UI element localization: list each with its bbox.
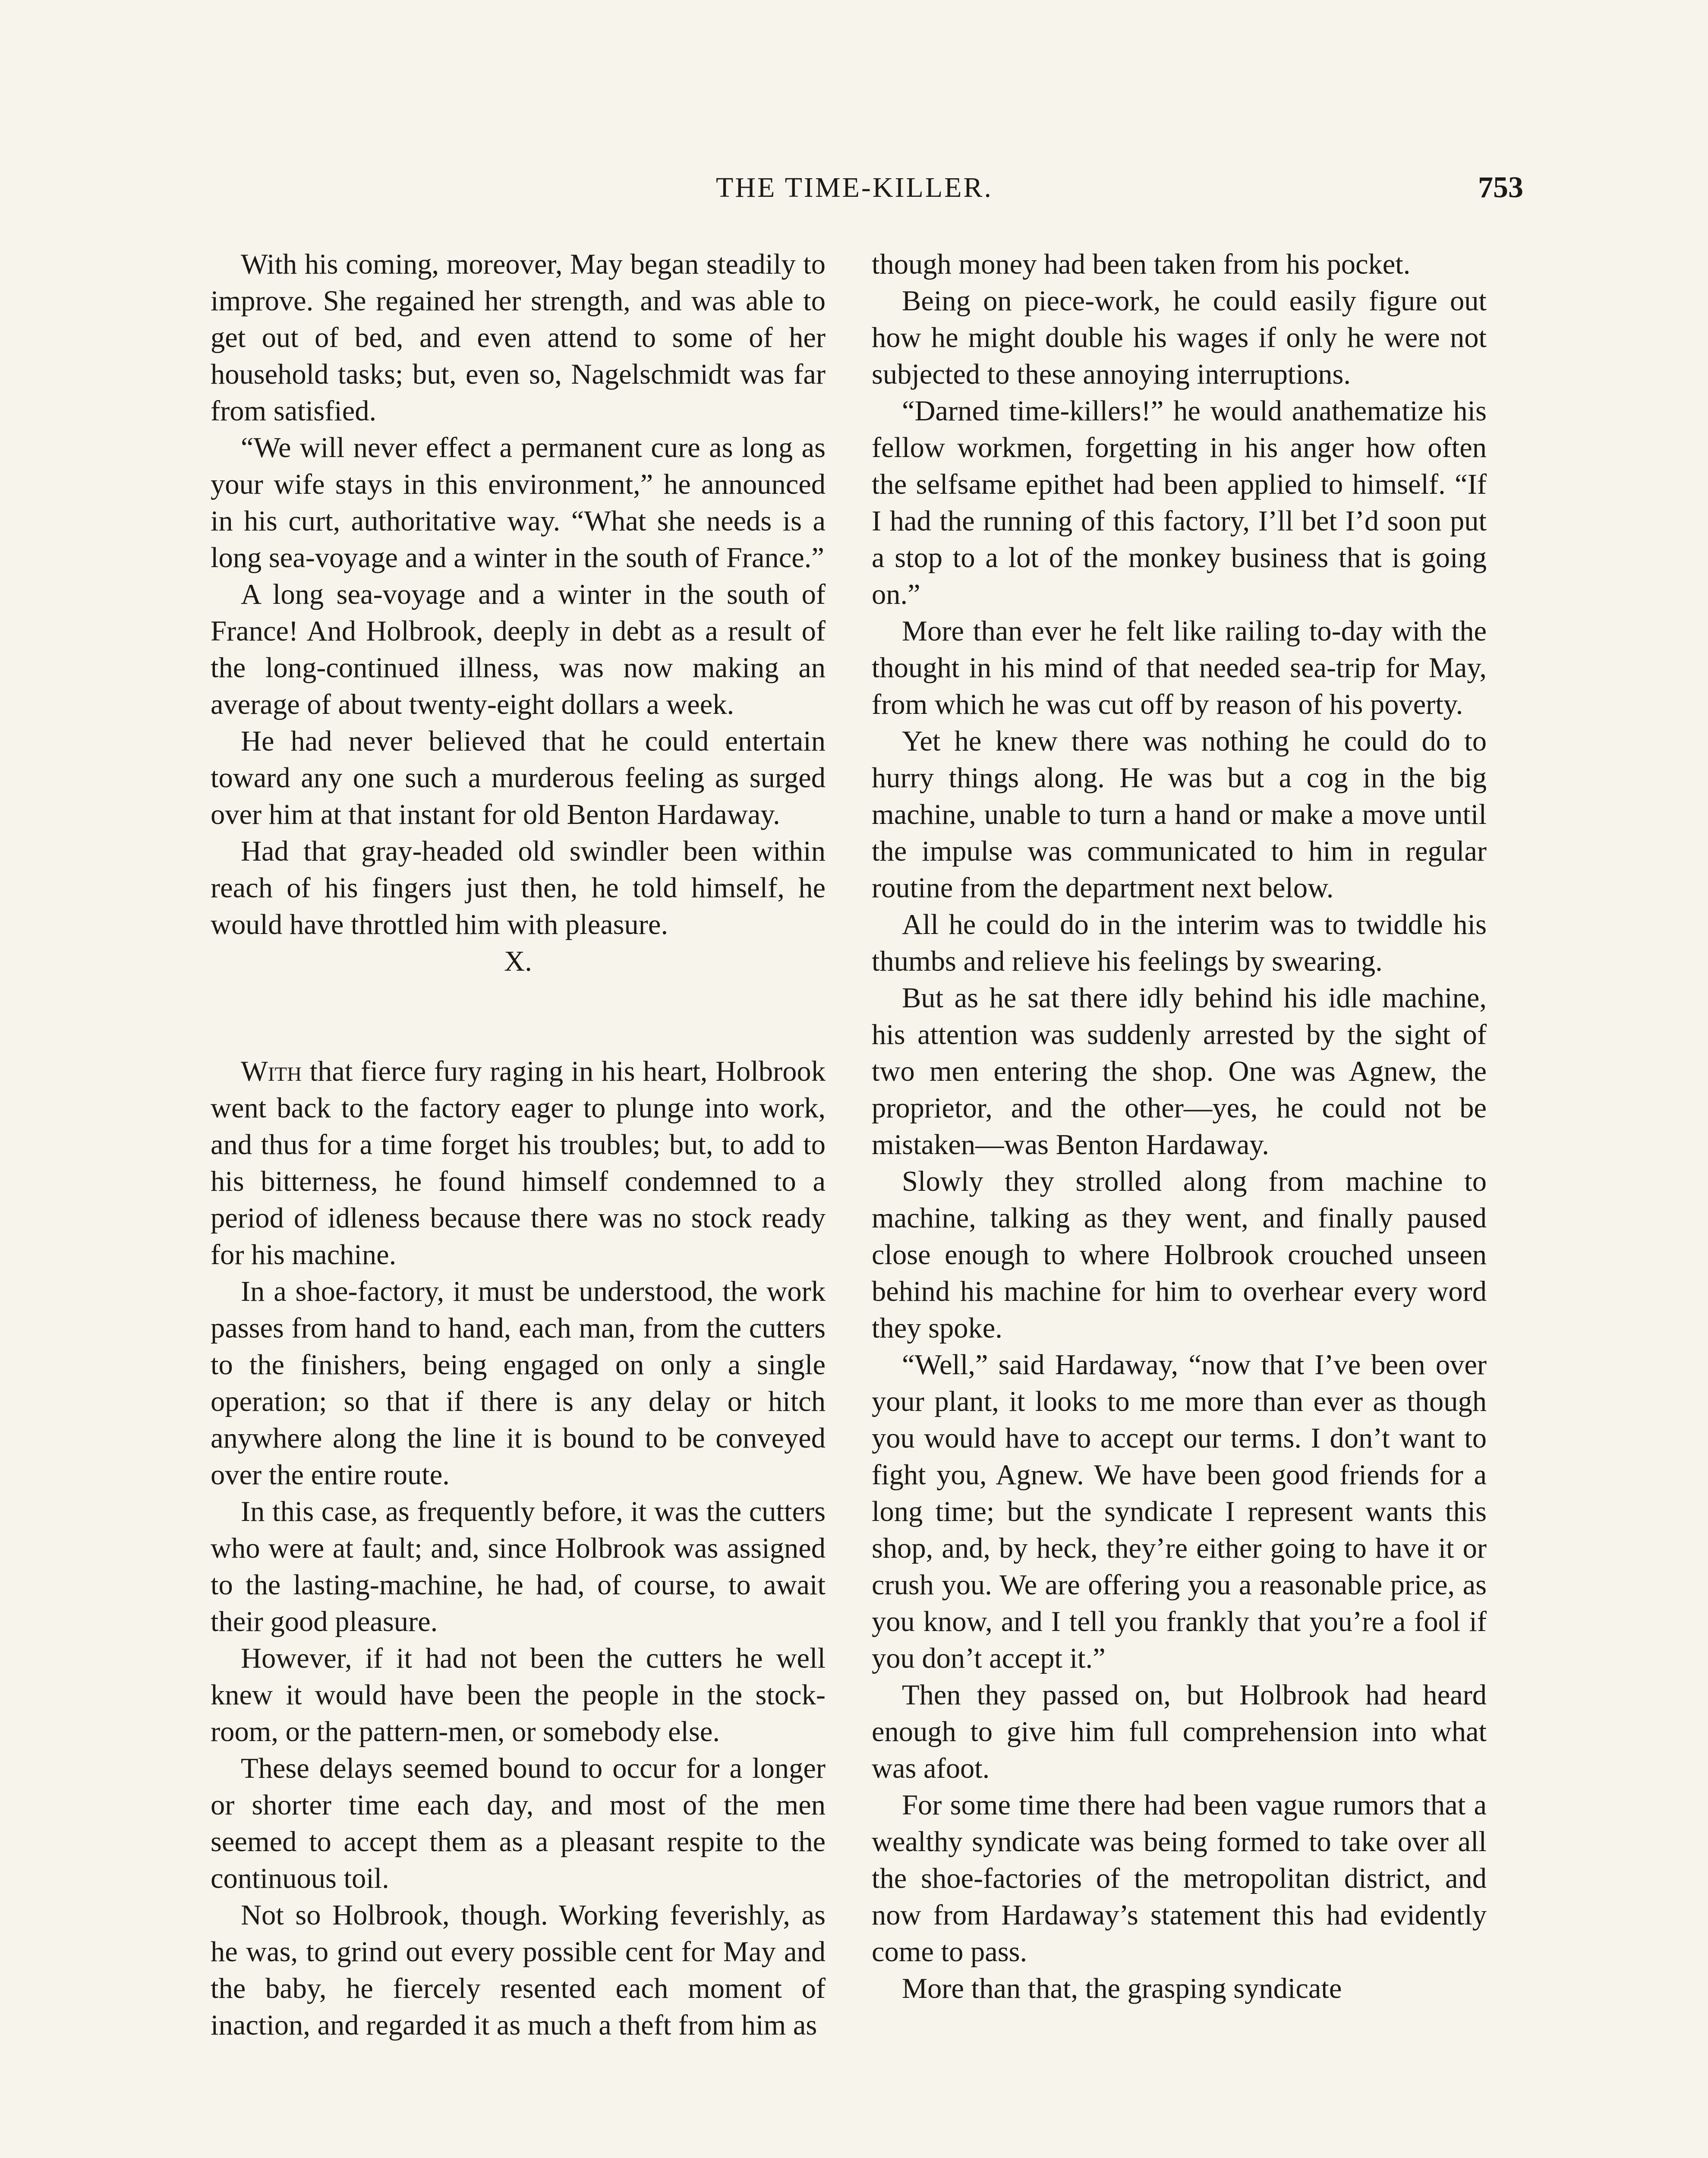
paragraph: Slowly they strolled along from machine to machine, talking as they went, and finally paused close enough to where Holbrook crouched unseen behind his machine for him to overhear every word they spoke. — [872, 1166, 1487, 1344]
paragraph: All he could do in the interim was to twiddle his thumbs and relieve his feelings by swearing. — [872, 909, 1487, 977]
paragraph: However, if it had not been the cutters he well knew it would have been the people in the stock-room, or the pattern-men, or somebody else. — [211, 1643, 826, 1748]
paragraph: “Darned time-killers!” he would anathematize his fellow workmen, forgetting in his anger how often the selfsame epithet had been applied to himself. “If I had the running of this factory, I’ll bet I’d soon put a stop to a lot of the monkey business that is going on.” — [872, 395, 1487, 610]
paragraph: Yet he knew there was nothing he could do to hurry things along. He was but a cog in the big machine, unable to turn a hand or make a move until the impulse was communicated to him in regular routine from the department next below. — [872, 726, 1487, 904]
paragraph: More than ever he felt like railing to-day with the thought in his mind of that needed sea-trip for May, from which he was cut off by reason of his poverty. — [872, 615, 1487, 720]
paragraph: Then they passed on, but Holbrook had heard enough to give him full comprehension into what was afoot. — [872, 1679, 1487, 1784]
paragraph: He had never believed that he could entertain toward any one such a murderous feeling as surged over him at that instant for old Benton Hardaway. — [211, 726, 826, 830]
paragraph: More than that, the grasping syndicate — [902, 1973, 1342, 2004]
left-column — [211, 246, 826, 2044]
paragraph: For some time there had been vague rumors that a wealthy syndicate was being formed to take over all the shoe-factories of the metropolitan district, and now from Hardaway’s statement this had evidently come to pass. — [872, 1789, 1487, 1968]
paragraph: “We will never effect a permanent cure as long as your wife stays in this environment,” he announced in his curt, authoritative way. “What she needs is a long sea-voyage and a winter in the south of France.” — [211, 432, 826, 574]
paragraph: A long sea-voyage and a winter in the south of France! And Holbrook, deeply in debt as a result of the long-continued illness, was now making an average of about twenty-eight dollars a week. — [211, 579, 826, 720]
paragraph: In this case, as frequently before, it was the cutters who were at fault; and, since Holbrook was assigned to the lasting-machine, he had, of course, to await their good pleasure. — [211, 1496, 826, 1637]
section-opening-paragraph — [211, 1053, 826, 1273]
section-heading: X. — [504, 946, 532, 977]
paragraph: “Well,” said Hardaway, “now that I’ve been over your plant, it looks to me more than ever as though you would have to accept our terms. I don’t want to fight you, Agnew. We have been good friends for a long time; but the syndicate I represent wants this shop, and, by heck, they’re either going to have it or crush you. We are offering you a reasonable price, as you know, and I tell you frankly that you’re a fool if you don’t accept it.” — [872, 1349, 1487, 1674]
continued-paragraph: though money had been taken from his pocket. — [872, 249, 1411, 280]
page-number: 753 — [1478, 171, 1523, 204]
paragraph: But as he sat there idly behind his idle machine, his attention was suddenly arrested by the sight of two men entering the shop. One was Agnew, the proprietor, and the other—yes, he could not be mistaken—was Benton Hardaway. — [872, 982, 1487, 1161]
running-head — [186, 164, 1523, 211]
paragraph: These delays seemed bound to occur for a longer or shorter time each day, and most of the men seemed to accept them as a pleasant respite to the continuous toil. — [211, 1753, 826, 1894]
right-column — [872, 246, 1487, 2007]
paragraph: Had that gray-headed old swindler been within reach of his fingers just then, he told himself, he would have throttled him with pleasure. — [211, 836, 826, 940]
paragraph: Not so Holbrook, though. Working feverishly, as he was, to grind out every possible cent for May and the baby, he fiercely resented each moment of inaction, and regarded it as much a theft from him as — [211, 1899, 826, 2041]
section-first-word: With — [241, 1056, 302, 1087]
running-title: THE TIME-KILLER. — [716, 172, 993, 203]
paragraph: With his coming, moreover, May began steadily to improve. She regained her strength, and was able to get out of bed, and even attend to some of her household tasks; but, even so, Nagelschmidt was far from satisfied. — [211, 249, 826, 427]
paragraph: In a shoe-factory, it must be understood, the work passes from hand to hand, each man, from the cutters to the finishers, being engaged on only a single operation; so that if there is any delay or hitch anywhere along the line it is bound to be conveyed over the entire route. — [211, 1276, 826, 1491]
section-first-rest: that fierce fury raging in his heart, Holbrook went back to the factory eager to plunge into work, and thus for a time forget his troubles; but, to add to his bitterness, he found himself condemned to a period of idleness because there was no stock ready for his machine. — [211, 1056, 826, 1271]
paragraph: Being on piece-work, he could easily figure out how he might double his wages if only he were not subjected to these annoying interruptions. — [872, 285, 1487, 390]
